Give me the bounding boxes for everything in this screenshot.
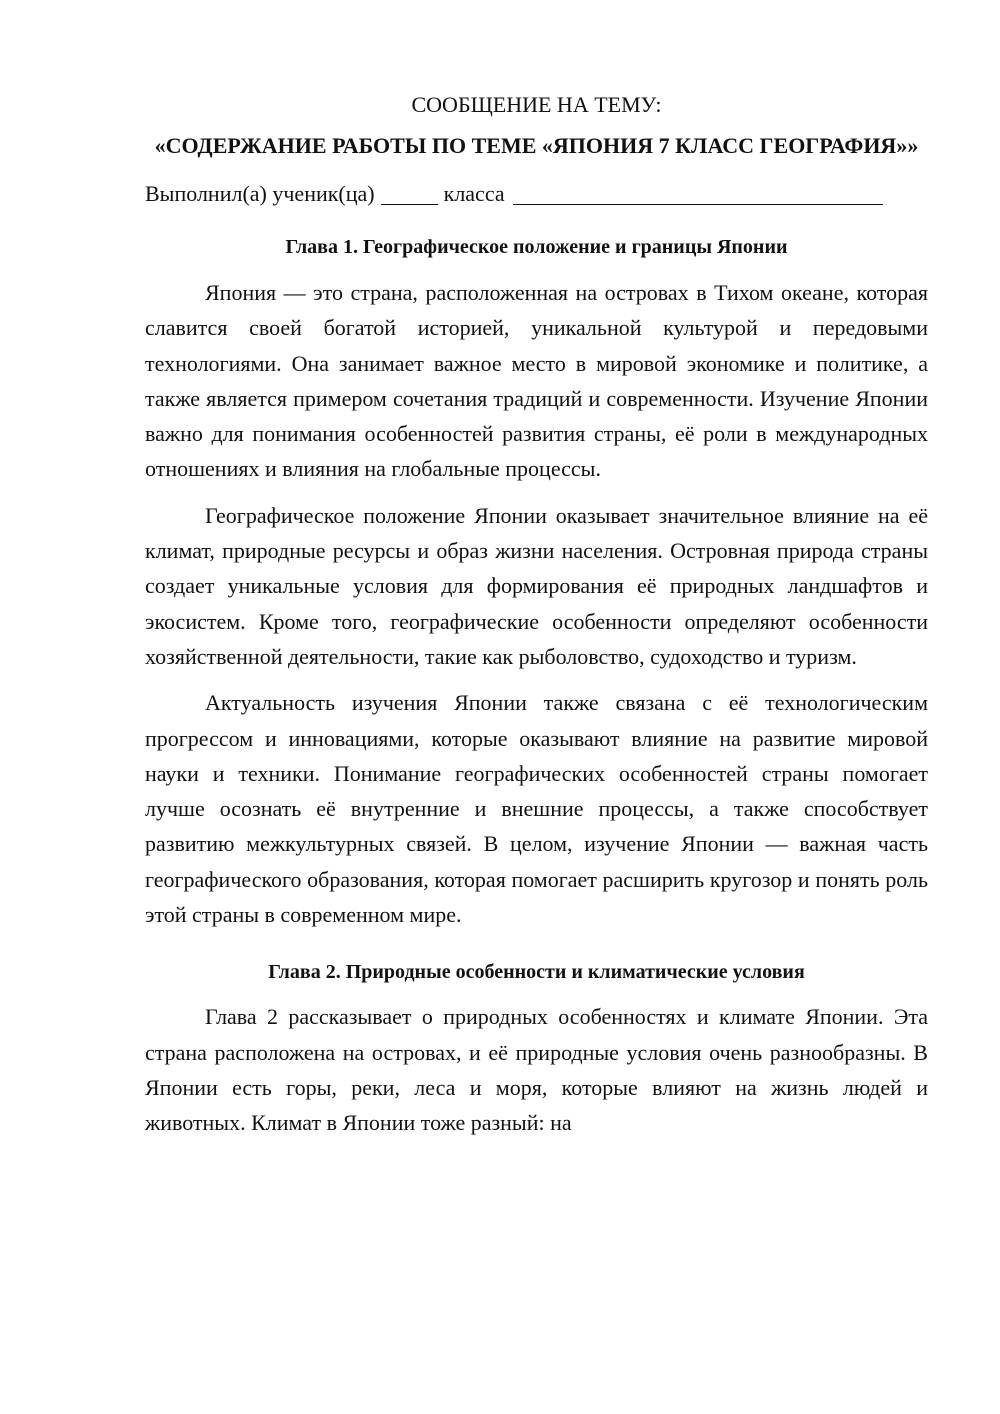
document-title: СООБЩЕНИЕ НА ТЕМУ:: [411, 92, 662, 117]
chapter-1-paragraph: Актуальность изучения Японии также связана с её технологическим прогрессом и инновациями, которые оказывают влияние на развитие мировой науки и техники. Понимание географических особенностей страны помогает лучше осознать её внутренние и внешние процессы, а также способствует развитию межкультурных связей. В целом, изучение Японии — важная часть географического образования, которая помогает расширить кругозор и понять роль этой страны в современном мире.: [145, 690, 928, 928]
chapter-1-paragraph: Географическое положение Японии оказывает значительное влияние на её климат, природные ресурсы и образ жизни населения. Островная природа страны создает уникальные условия для формирования её природных ландшафтов и экосистем. Кроме того, географические особенности определяют особенности хозяйственной деятельности, такие как рыболовство, судоходство и туризм.: [145, 502, 928, 669]
chapter-2-paragraph: Глава 2 рассказывает о природных особенностях и климате Японии. Эта страна расположена на островах, и её природные условия очень разнообразны. В Японии есть горы, реки, леса и моря, которые влияют на жизнь людей и животных. Климат в Японии тоже разный: на: [145, 1004, 928, 1136]
author-line: [145, 178, 928, 210]
chapter-2-heading: Глава 2. Природные особенности и климатические условия: [268, 961, 805, 984]
student-name-blank: [513, 182, 883, 205]
document-subtitle: «СОДЕРЖАНИЕ РАБОТЫ ПО ТЕМЕ «ЯПОНИЯ 7 КЛАСС ГЕОГРАФИЯ»»: [154, 133, 919, 158]
class-number-blank: [381, 182, 438, 205]
chapter-1-paragraph: Япония — это страна, расположенная на островах в Тихом океане, которая славится своей богатой историей, уникальной культурой и передовыми технологиями. Она занимает важное место в мировой экономике и политике, а также является примером сочетания традиций и современности. Изучение Японии важно для понимания особенностей развития страны, её роли в международных отношениях и влияния на глобальные процессы.: [145, 280, 928, 482]
performed-by-label: Выполнил(а) ученик(ца): [145, 181, 375, 206]
chapter-1-heading: Глава 1. Географическое положение и границы Японии: [285, 236, 788, 258]
document-page: [145, 88, 928, 1141]
class-label: класса: [443, 181, 505, 206]
